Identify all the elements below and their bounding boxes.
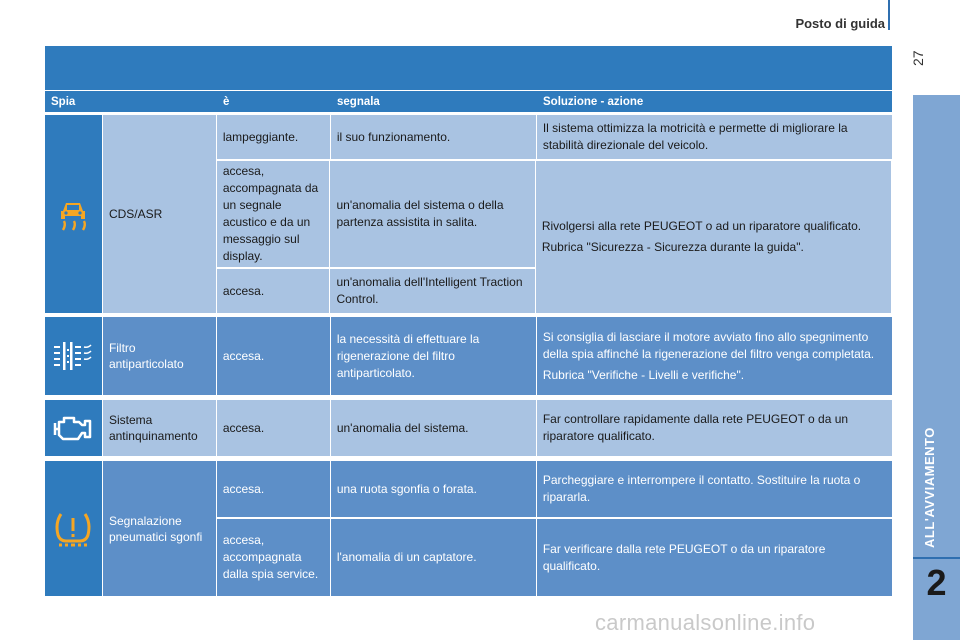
table-row-group-antinquinamento — [45, 400, 892, 456]
col-header-soluzione: Soluzione - azione — [543, 95, 644, 108]
signal-cell: la necessità di effettuare la rigenerazione del filtro antiparticolato. — [331, 317, 536, 395]
signal-cell: un'anomalia del sistema o della partenza assistita in salita. — [330, 161, 534, 267]
state-cell: accesa. — [217, 400, 330, 456]
signal-cell: il suo funzionamento. — [331, 115, 536, 159]
table-row-group-cds-asr — [45, 115, 892, 313]
solution-text: Rubrica "Verifiche - Livelli e verifiche". — [542, 367, 745, 382]
row-details — [217, 317, 892, 395]
particulate-filter-icon — [51, 339, 95, 373]
chapter-label: ALL'AVVIAMENTO — [922, 427, 937, 548]
warning-light-name: Filtro antiparticolato — [103, 317, 216, 395]
state-cell: accesa. — [217, 317, 330, 395]
state-cell: accesa, accompagnata dalla spia service. — [217, 519, 330, 596]
chapter-divider — [913, 557, 960, 559]
table-row — [217, 161, 892, 313]
watermark-text: carmanualsonline.info — [595, 610, 816, 635]
warning-light-name: CDS/ASR — [103, 115, 216, 313]
table-top-band — [45, 46, 892, 90]
state-cell: accesa, accompagnata da un segnale acustico e da un messaggio sul display. — [217, 161, 330, 267]
chapter-number: 2 — [926, 562, 947, 603]
header-divider — [888, 0, 890, 30]
engine-icon — [52, 413, 94, 443]
solution-cell — [537, 461, 892, 517]
page-number: 27 — [910, 50, 926, 66]
solution-cell — [536, 161, 891, 313]
warning-light-name: Segnalazione pneumatici sgonfi — [103, 461, 216, 596]
state-cell: accesa. — [217, 269, 330, 313]
signal-cell: un'anomalia del sistema. — [331, 400, 536, 456]
signal-cell: un'anomalia dell'Intelligent Traction Control. — [330, 269, 534, 313]
warning-light-name: Sistema antinquinamento — [103, 400, 216, 456]
warning-lights-table — [45, 46, 892, 596]
solution-text: Far controllare rapidamente dalla rete PEUGEOT o da un riparatore qualificato. — [542, 412, 849, 443]
col-header-e: è — [223, 95, 230, 108]
table-row — [217, 400, 892, 456]
solution-text: Il sistema ottimizza la motricità e permette di migliorare la stabilità direzionale del veicolo. — [542, 121, 848, 152]
skid-car-icon — [53, 194, 93, 234]
col-header-segnala: segnala — [337, 95, 380, 108]
warning-light-cell — [45, 317, 102, 395]
table-row — [217, 317, 892, 395]
row-details — [217, 400, 892, 456]
table-header-row — [45, 91, 892, 112]
warning-light-cell — [45, 461, 102, 596]
table-row — [217, 115, 892, 159]
state-cell: accesa. — [217, 461, 330, 517]
solution-text: Rubrica "Sicurezza - Sicurezza durante la guida". — [541, 240, 804, 254]
solution-cell — [537, 400, 892, 456]
table-row-group-pneumatici — [45, 461, 892, 596]
col-header-spia: Spia — [51, 95, 76, 108]
solution-cell — [537, 519, 892, 596]
row-details — [217, 461, 892, 596]
solution-text: Si consiglia di lasciare il motore avviato fino allo spegnimento della spia affinché la rigenerazione del filtro venga completata. — [542, 329, 875, 361]
solution-cell — [537, 317, 892, 395]
table-row — [217, 461, 892, 517]
solution-cell — [537, 115, 892, 159]
signal-cell: una ruota sgonfia o forata. — [331, 461, 536, 517]
state-cell: lampeggiante. — [217, 115, 330, 159]
warning-light-cell — [45, 400, 102, 456]
row-details — [217, 115, 892, 313]
warning-light-cell — [45, 115, 102, 313]
page-header-title: Posto di guida — [795, 16, 885, 31]
solution-text: Rivolgersi alla rete PEUGEOT o ad un riparatore qualificato. — [541, 219, 862, 233]
tyre-pressure-icon — [52, 509, 94, 549]
table-row — [217, 519, 892, 596]
solution-text: Far verificare dalla rete PEUGEOT o da un riparatore qualificato. — [542, 541, 826, 573]
signal-cell: l'anomalia di un captatore. — [331, 519, 536, 596]
table-row-group-filtro — [45, 317, 892, 395]
solution-text: Parcheggiare e interrompere il contatto. Sostituire la ruota o ripararla. — [542, 473, 861, 504]
